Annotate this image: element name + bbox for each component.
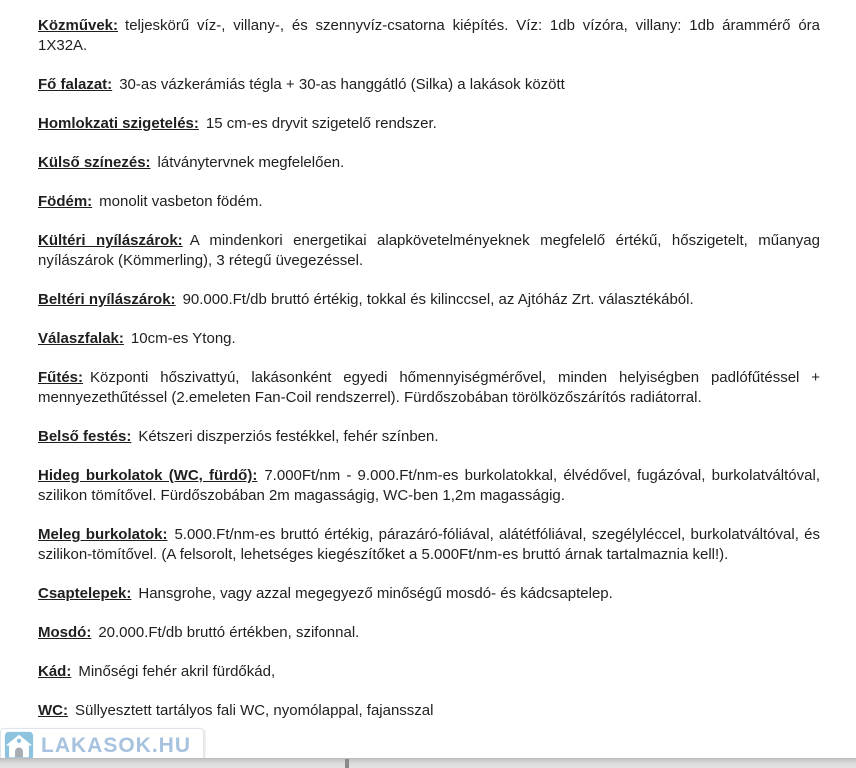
spec-paragraph-belso-festes	[38, 427, 820, 447]
paragraph-text: 90.000.Ft/db bruttó értékig, tokkal és kilinccsel, az Ajtóház Zrt. választékából.	[182, 291, 694, 308]
spec-paragraph-mosdo	[38, 623, 820, 643]
paragraph-label: Meleg burkolatok:	[38, 526, 168, 543]
spec-paragraph-hideg-burkolatok	[38, 466, 820, 506]
paragraph-label: Hideg burkolatok (WC, fürdő):	[38, 467, 258, 484]
paragraph-label: Födém:	[38, 193, 93, 210]
horizontal-scrollbar[interactable]	[0, 758, 856, 768]
spec-paragraph-fo-falazat	[38, 75, 820, 95]
paragraph-label: Kád:	[38, 663, 72, 680]
paragraph-label: WC:	[38, 702, 68, 719]
paragraph-text: Süllyesztett tartályos fali WC, nyomólappal, fajansszal	[75, 702, 434, 719]
paragraph-text: 15 cm-es dryvit szigetelő rendszer.	[205, 115, 437, 132]
spec-paragraph-wc	[38, 701, 820, 721]
watermark-text: LAKASOK.HU	[41, 734, 191, 757]
paragraph-text: A mindenkori energetikai alapkövetelményeknek megfelelő értékű, hőszigetelt, műanyag nyílászárok (Kömmerling), 3 rétegű üvegezéssel.	[38, 232, 820, 269]
paragraph-label: Kültéri nyílászárok:	[38, 232, 183, 249]
paragraph-label: Beltéri nyílászárok:	[38, 291, 176, 308]
paragraph-text: 20.000.Ft/db bruttó értékben, szifonnal.	[98, 624, 360, 641]
spec-paragraph-kad	[38, 662, 820, 682]
paragraph-label: Fűtés:	[38, 369, 83, 386]
paragraph-label: Homlokzati szigetelés:	[38, 115, 199, 132]
paragraph-text: monolit vasbeton födém.	[99, 193, 263, 210]
paragraph-text: Központi hőszivattyú, lakásonként egyedi hőmennyiségmérővel, minden helyiségben padlófűtéssel + mennyezethűtéssel (2.emeleten Fan-Coil rendszerrel). Fürdőszobában törölközőszárítós radiátorral.	[38, 369, 820, 406]
spec-paragraph-kulteri-nyilaszarok	[38, 231, 820, 271]
paragraph-label: Fő falazat:	[38, 76, 113, 93]
paragraph-text: teljeskörű víz-, villany-, és szennyvíz-csatorna kiépítés. Víz: 1db vízóra, villany: 1db árammérő óra 1X32A.	[38, 17, 820, 54]
paragraph-text: 30-as vázkerámiás tégla + 30-as hanggátló (Silka) a lakások között	[119, 76, 565, 93]
paragraph-label: Válaszfalak:	[38, 330, 124, 347]
paragraph-text: Minőségi fehér akril fürdőkád,	[78, 663, 276, 680]
paragraph-text: 10cm-es Ytong.	[130, 330, 236, 347]
spec-paragraph-futes	[38, 368, 820, 408]
paragraph-label: Csaptelepek:	[38, 585, 132, 602]
spec-paragraph-kulso-szinezes	[38, 153, 820, 173]
paragraph-label: Belső festés:	[38, 428, 132, 445]
paragraph-label: Külső színezés:	[38, 154, 151, 171]
spec-paragraph-csaptelepek	[38, 584, 820, 604]
scrollbar-tick[interactable]	[345, 759, 349, 768]
spec-paragraph-fodem	[38, 192, 820, 212]
paragraph-text: látványtervnek megfelelően.	[157, 154, 345, 171]
paragraph-text: Kétszeri diszperziós festékkel, fehér színben.	[138, 428, 439, 445]
paragraph-label: Mosdó:	[38, 624, 92, 641]
paragraph-text: 5.000.Ft/nm-es bruttó értékig, párazáró-fóliával, alátétfóliával, szegélyléccel, burkolatváltóval, és szilikon-tömítővel. (A felsorolt, lehetséges kiegészítőket a 5.000Ft/nm-es bruttó árnak tartalmaznia kell!).	[38, 526, 820, 563]
spec-paragraph-homlokzati-szigeteles	[38, 114, 820, 134]
paragraph-label: Közművek:	[38, 17, 119, 34]
spec-paragraph-meleg-burkolatok	[38, 525, 820, 565]
spec-paragraph-belteri-nyilaszarok	[38, 290, 820, 310]
paragraph-text: Hansgrohe, vagy azzal megegyező minőségű mosdó- és kádcsaptelep.	[138, 585, 613, 602]
spec-paragraph-valaszfalak	[38, 329, 820, 349]
paragraph-text: 7.000Ft/nm - 9.000.Ft/nm-es burkolatokkal, élvédővel, fugázóval, burkolatváltóval, szilikon tömítővel. Fürdőszobában 2m magasságig, WC-ben 1,2m magasságig.	[38, 467, 820, 504]
spec-paragraph-kozmuvek	[38, 16, 820, 56]
